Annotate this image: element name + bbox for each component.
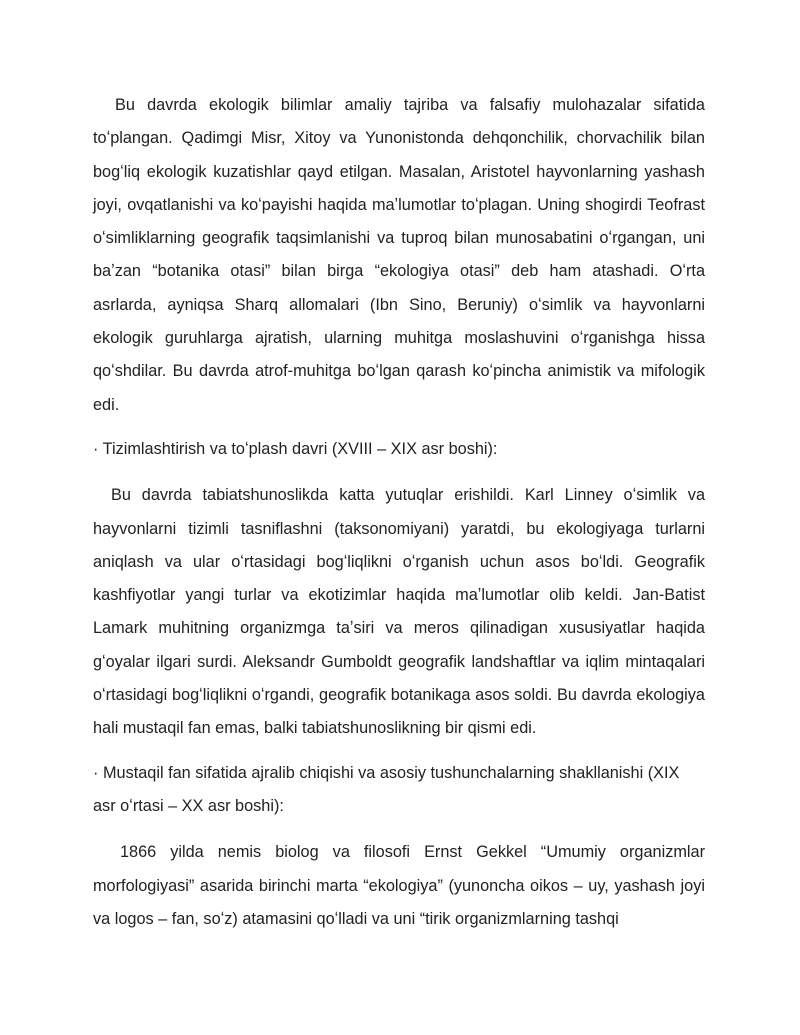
paragraph-haeckel: 1866 yilda nemis biolog va filosofi Ernst Gekkel “Umumiy organizmlar morfologiyasi” asarida birinchi marta “ekologiya” (yunoncha oikos – uy, yashash joyi va logos – fan, soʻz) atamasini qoʻlladi va uni “tirik organizmlarning tashqi [93, 843, 705, 928]
paragraph-spacer [93, 823, 705, 836]
paragraph-systematization-period: Bu davrda tabiatshunoslikda katta yutuqlar erishildi. Karl Linney oʻsimlik va hayvonlarni tizimli tasniflashni (taksonomiyani) yaratdi, bu ekologiyaga turlarni aniqlash va ular oʻrtasidagi bogʻliqlikni oʻrganish uchun asos boʻldi. Geografik kashfiyotlar yangi turlar va ekotizimlar haqida maʼlumotlar olib keldi. Jan-Batist Lamark muhitning organizmga taʼsiri va meros qilinadigan xususiyatlar haqida gʻoyalar ilgari surdi. Aleksandr Gumboldt geografik landshaftlar va iqlim mintaqalari oʻrtasidagi bogʻliqlikni oʻrgandi, geografik botanikaga asos soldi. Bu davrda ekologiya hali mustaqil fan emas, balki tabiatshunoslikning bir qismi edi. [93, 486, 705, 738]
paragraph-spacer [93, 422, 705, 433]
section-heading-systematization: · Tizimlashtirish va toʻplash davri (XVIII – XIX asr boshi): [93, 439, 498, 458]
paragraph-ancient-period: Bu davrda ekologik bilimlar amaliy tajriba va falsafiy mulohazalar sifatida toʻplangan. Qadimgi Misr, Xitoy va Yunonistonda dehqonchilik, chorvachilik bilan bogʻliq ekologik kuzatishlar qayd etilgan. Masalan, Aristotel hayvonlarning yashash joyi, ovqatlanishi va koʻpayishi haqida maʼlumotlar toʻplagan. Uning shogirdi Teofrast oʻsimliklarning geografik taqsimlanishi va tuproq bilan munosabatini oʻrgangan, uni baʼzan “botanika otasi” bilan birga “ekologiya otasi” deb ham atashadi. Oʻrta asrlarda, ayniqsa Sharq allomalari (Ibn Sino, Beruniy) oʻsimlik va hayvonlarni ekologik guruhlarga ajratish, ularning muhitga moslashuvini oʻrganishga hissa qoʻshdilar. Bu davrda atrof-muhitga boʻlgan qarash koʻpincha animistik va mifologik edi. [93, 96, 705, 414]
section-heading-independent-science: · Mustaqil fan sifatida ajralib chiqishi va asosiy tushunchalarning shakllanishi (XIX asr oʻrtasi – XX asr boshi): [93, 763, 680, 815]
paragraph-spacer [93, 746, 705, 757]
document-page [93, 89, 705, 936]
paragraph-spacer [93, 466, 705, 479]
